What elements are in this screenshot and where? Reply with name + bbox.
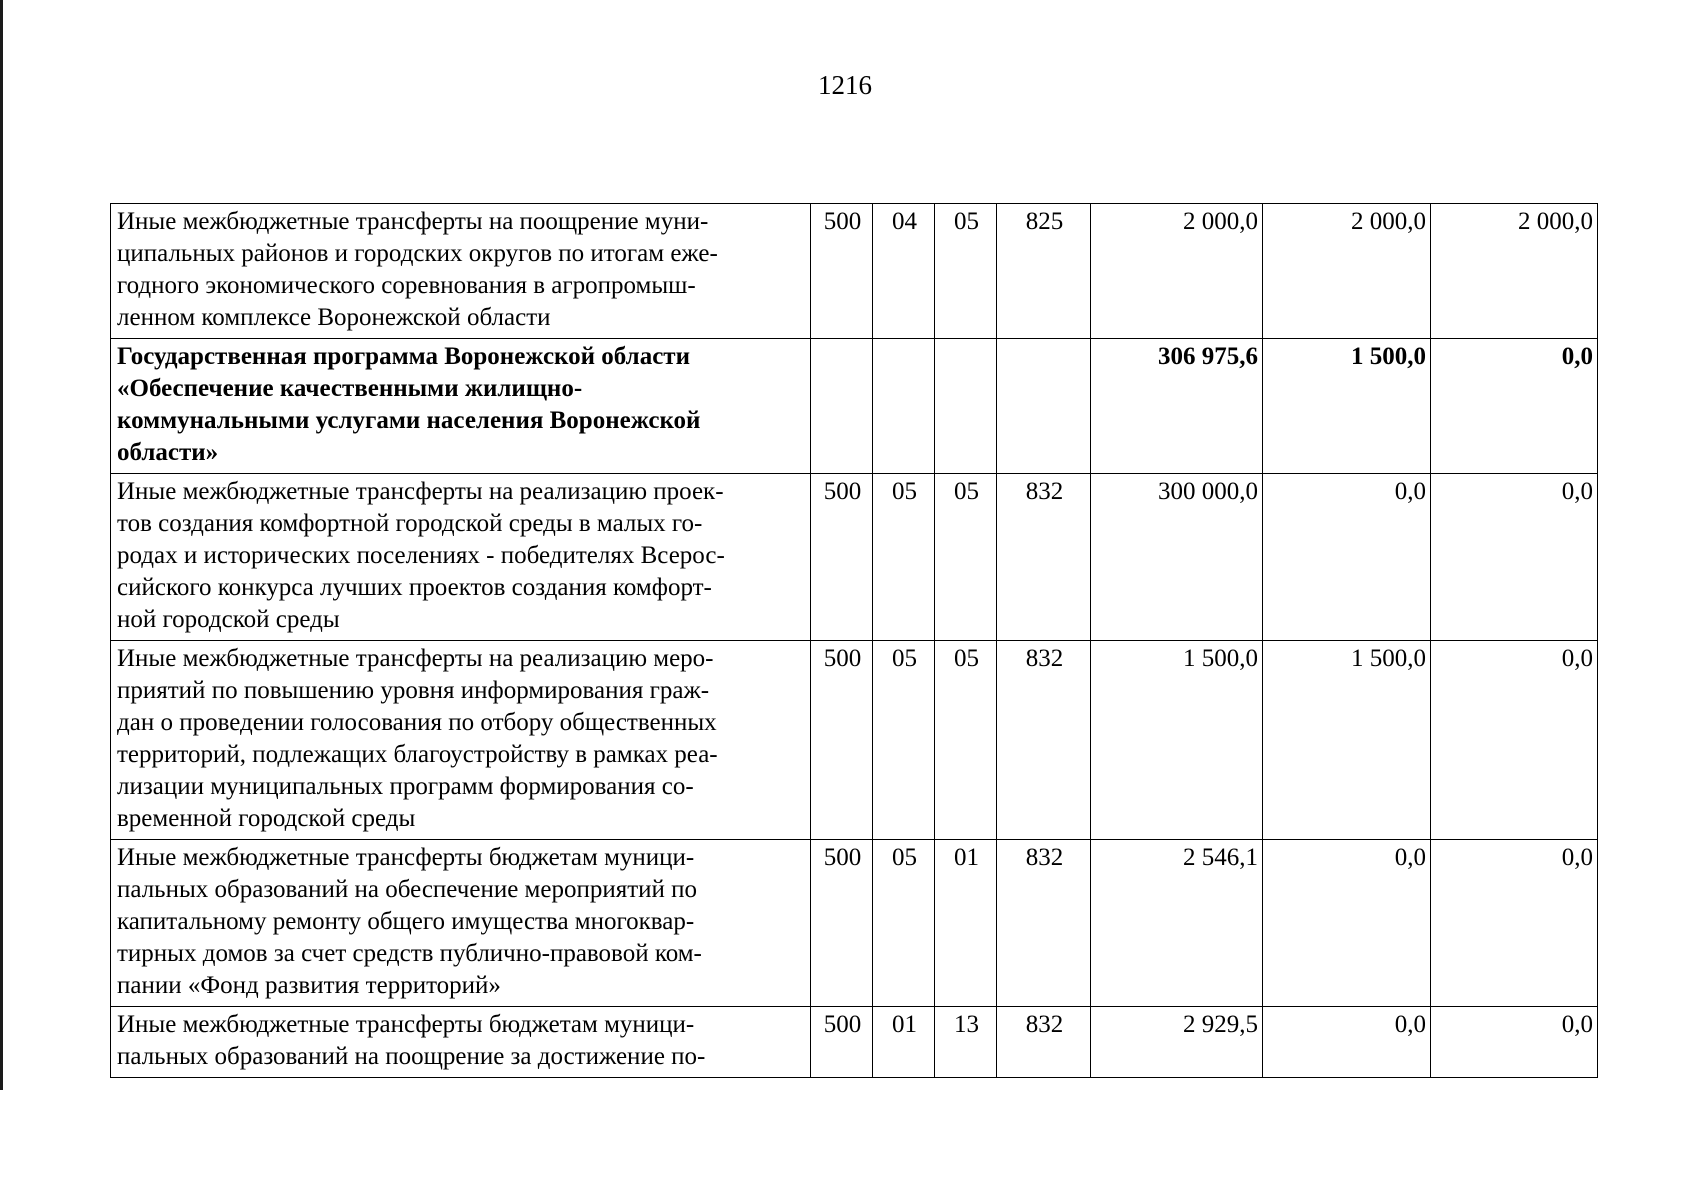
description-line: годного экономического соревнования в агропромыш- [117, 272, 696, 299]
code-section [873, 339, 935, 474]
description-line: ленном комплексе Воронежской области [117, 304, 551, 331]
table-row [111, 204, 1598, 339]
code-subsection: 05 [935, 641, 997, 840]
table-row [111, 339, 1598, 474]
amount-year-3: 2 000,0 [1431, 204, 1598, 339]
description-line: лизации муниципальных программ формирования со- [117, 773, 694, 800]
code-department: 832 [997, 840, 1091, 1007]
amount-year-2: 1 500,0 [1263, 641, 1431, 840]
amount-year-1: 306 975,6 [1091, 339, 1263, 474]
amount-year-1: 300 000,0 [1091, 474, 1263, 641]
amount-year-1: 1 500,0 [1091, 641, 1263, 840]
code-column-1: 500 [811, 641, 873, 840]
description-line: пании «Фонд развития территорий» [117, 972, 501, 999]
description-line: ципальных районов и городских округов по итогам еже- [117, 240, 718, 267]
description-line: коммунальными услугами населения Воронежской [117, 407, 701, 434]
budget-table [110, 203, 1598, 1078]
table-row [111, 1007, 1598, 1078]
amount-year-3: 0,0 [1431, 1007, 1598, 1078]
description-line: «Обеспечение качественными жилищно- [117, 375, 583, 402]
amount-year-2: 2 000,0 [1263, 204, 1431, 339]
page-number: 1216 [818, 70, 872, 100]
description-line: Иные межбюджетные трансферты на поощрение муни- [117, 208, 709, 235]
amount-year-3: 0,0 [1431, 641, 1598, 840]
code-section: 05 [873, 474, 935, 641]
code-subsection: 13 [935, 1007, 997, 1078]
code-department [997, 339, 1091, 474]
description-line: приятий по повышению уровня информирования граж- [117, 677, 710, 704]
amount-year-2: 1 500,0 [1263, 339, 1431, 474]
description-line: Иные межбюджетные трансферты на реализацию проек- [117, 478, 724, 505]
amount-year-2: 0,0 [1263, 474, 1431, 641]
code-section: 05 [873, 840, 935, 1007]
code-column-1: 500 [811, 204, 873, 339]
description-line: тирных домов за счет средств публично-правовой ком- [117, 940, 702, 967]
code-department: 832 [997, 1007, 1091, 1078]
description-line: ной городской среды [117, 606, 340, 633]
description-line: родах и исторических поселениях - победителях Всерос- [117, 542, 725, 569]
description-line: сийского конкурса лучших проектов создания комфорт- [117, 574, 712, 601]
description-line: дан о проведении голосования по отбору общественных [117, 709, 717, 736]
amount-year-3: 0,0 [1431, 474, 1598, 641]
code-department: 825 [997, 204, 1091, 339]
code-section: 04 [873, 204, 935, 339]
amount-year-3: 0,0 [1431, 840, 1598, 1007]
code-subsection: 05 [935, 474, 997, 641]
code-section: 01 [873, 1007, 935, 1078]
code-subsection: 05 [935, 204, 997, 339]
table-row [111, 840, 1598, 1007]
code-column-1: 500 [811, 1007, 873, 1078]
code-department: 832 [997, 641, 1091, 840]
row-description [111, 1007, 811, 1078]
code-section: 05 [873, 641, 935, 840]
description-line: Иные межбюджетные трансферты на реализацию меро- [117, 645, 714, 672]
description-line: территорий, подлежащих благоустройству в рамках реа- [117, 741, 718, 768]
amount-year-1: 2 929,5 [1091, 1007, 1263, 1078]
description-line: области» [117, 439, 219, 466]
description-line: Иные межбюджетные трансферты бюджетам муници- [117, 844, 695, 871]
code-subsection: 01 [935, 840, 997, 1007]
amount-year-2: 0,0 [1263, 1007, 1431, 1078]
row-description [111, 339, 811, 474]
table-row [111, 641, 1598, 840]
description-line: капитальному ремонту общего имущества многоквар- [117, 908, 695, 935]
row-description [111, 204, 811, 339]
code-department: 832 [997, 474, 1091, 641]
amount-year-1: 2 000,0 [1091, 204, 1263, 339]
description-line: пальных образований на поощрение за достижение по- [117, 1043, 706, 1070]
code-column-1 [811, 339, 873, 474]
row-description [111, 840, 811, 1007]
row-description [111, 641, 811, 840]
description-line: Иные межбюджетные трансферты бюджетам муници- [117, 1011, 695, 1038]
description-line: тов создания комфортной городской среды в малых го- [117, 510, 703, 537]
description-line: Государственная программа Воронежской области [117, 343, 690, 370]
description-line: временной городской среды [117, 805, 416, 832]
code-column-1: 500 [811, 840, 873, 1007]
amount-year-3: 0,0 [1431, 339, 1598, 474]
amount-year-1: 2 546,1 [1091, 840, 1263, 1007]
scan-page-edge [0, 0, 3, 1090]
row-description [111, 474, 811, 641]
table-row [111, 474, 1598, 641]
code-column-1: 500 [811, 474, 873, 641]
description-line: пальных образований на обеспечение мероприятий по [117, 876, 698, 903]
amount-year-2: 0,0 [1263, 840, 1431, 1007]
code-subsection [935, 339, 997, 474]
